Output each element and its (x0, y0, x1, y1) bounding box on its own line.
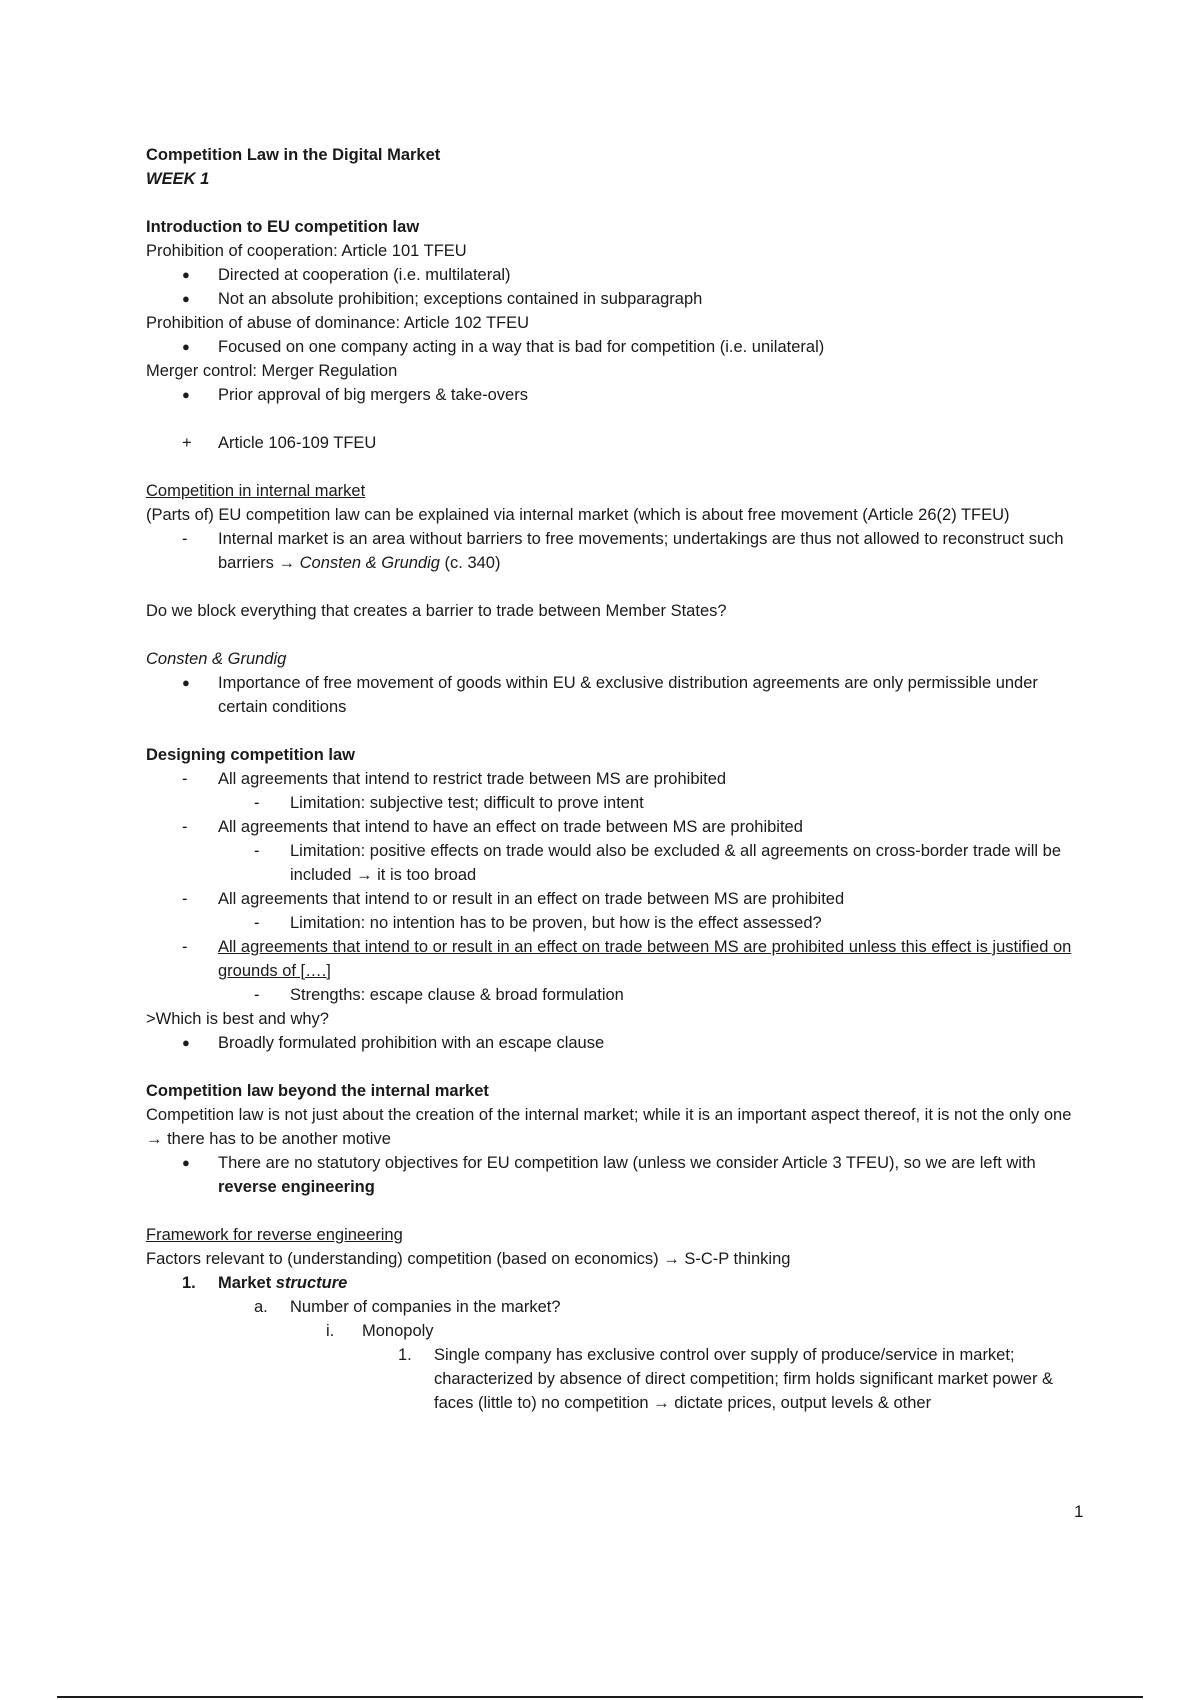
list-item: ● Broadly formulated prohibition with an escape clause (146, 1031, 1086, 1055)
case-title: Consten & Grundig (146, 650, 287, 668)
bullet-marker: ● (182, 1155, 190, 1170)
dash-marker: - (254, 842, 260, 860)
list-item: ● Importance of free movement of goods within EU & exclusive distribution agreements are only permissible under certain conditions (146, 671, 1086, 719)
list-item: + Article 106-109 TFEU (146, 431, 1086, 455)
list-item: ● Directed at cooperation (i.e. multilateral) (146, 263, 1086, 287)
art102-line: Prohibition of abuse of dominance: Article 102 TFEU (146, 314, 530, 332)
bullet-marker: ● (182, 387, 190, 402)
page-divider (57, 1696, 1143, 1698)
dash-marker: - (182, 890, 188, 908)
letter-marker: a. (254, 1298, 268, 1316)
number-marker: 1. (398, 1346, 412, 1364)
internal-heading: Competition in internal market (146, 482, 366, 500)
list-item: ● Focused on one company acting in a way that is bad for competition (i.e. unilateral) (146, 335, 1086, 359)
which-line: >Which is best and why? (146, 1010, 329, 1028)
framework-heading: Framework for reverse engineering (146, 1226, 403, 1244)
list-item: ● Not an absolute prohibition; exceptions contained in subparagraph (146, 287, 1086, 311)
art101-line: Prohibition of cooperation: Article 101 TFEU (146, 242, 467, 260)
dash-marker: - (182, 818, 188, 836)
dash-marker: - (182, 938, 188, 956)
list-item: - Limitation: no intention has to be proven, but how is the effect assessed? (146, 911, 1086, 935)
bullet-marker: ● (182, 339, 190, 354)
dash-marker: - (254, 794, 260, 812)
list-item: - All agreements that intend to restrict trade between MS are prohibited (146, 767, 1086, 791)
internal-paragraph: (Parts of) EU competition law can be explained via internal market (which is about free movement (Article 26(2) TFEU) (146, 506, 1010, 524)
week-label: WEEK 1 (146, 170, 210, 188)
list-item: - All agreements that intend to have an effect on trade between MS are prohibited (146, 815, 1086, 839)
list-item: i. Monopoly (146, 1319, 1086, 1343)
plus-marker: + (182, 434, 192, 452)
list-item: ● There are no statutory objectives for EU competition law (unless we consider Article 3 TFEU), so we are left with reverse engineering (146, 1151, 1086, 1199)
document-body (146, 143, 1086, 1415)
document-title: Competition Law in the Digital Market (146, 146, 441, 164)
beyond-heading: Competition law beyond the internal market (146, 1082, 489, 1100)
intro-heading: Introduction to EU competition law (146, 218, 420, 236)
list-item: 1. Market structure (146, 1271, 1086, 1295)
bullet-marker: ● (182, 267, 190, 282)
roman-marker: i. (326, 1322, 335, 1340)
beyond-paragraph: Competition law is not just about the creation of the internal market; while it is an important aspect thereof, it is not the only one → there has to be another motive (146, 1106, 1072, 1148)
merger-line: Merger control: Merger Regulation (146, 362, 398, 380)
number-marker: 1. (182, 1274, 196, 1292)
list-item: - Strengths: escape clause & broad formulation (146, 983, 1086, 1007)
dash-marker: - (182, 770, 188, 788)
list-item: a. Number of companies in the market? (146, 1295, 1086, 1319)
dash-marker: - (254, 914, 260, 932)
framework-paragraph: Factors relevant to (understanding) competition (based on economics) → S-C-P thinking (146, 1250, 791, 1268)
list-item: - Limitation: subjective test; difficult to prove intent (146, 791, 1086, 815)
designing-heading: Designing competition law (146, 746, 356, 764)
dash-marker: - (182, 530, 188, 548)
list-item: - Limitation: positive effects on trade would also be excluded & all agreements on cross-border trade will be included → it is too broad (146, 839, 1086, 887)
list-item: - Internal market is an area without barriers to free movements; undertakings are thus not allowed to reconstruct such barriers → Consten & Grundig (c. 340) (146, 527, 1086, 575)
bullet-marker: ● (182, 675, 190, 690)
list-item: - All agreements that intend to or result in an effect on trade between MS are prohibited (146, 887, 1086, 911)
list-item: ● Prior approval of big mergers & take-overs (146, 383, 1086, 407)
bullet-marker: ● (182, 291, 190, 306)
dash-marker: - (254, 986, 260, 1004)
list-item: 1. Single company has exclusive control over supply of produce/service in market; characterized by absence of direct competition; firm holds significant market power & faces (little to) no competition → dictate prices, output levels & other (146, 1343, 1086, 1415)
bullet-marker: ● (182, 1035, 190, 1050)
list-item: - All agreements that intend to or result in an effect on trade between MS are prohibited unless this effect is justified on grounds of [….] (146, 935, 1086, 983)
page-number: 1 (1074, 1502, 1084, 1521)
question-line: Do we block everything that creates a barrier to trade between Member States? (146, 602, 727, 620)
